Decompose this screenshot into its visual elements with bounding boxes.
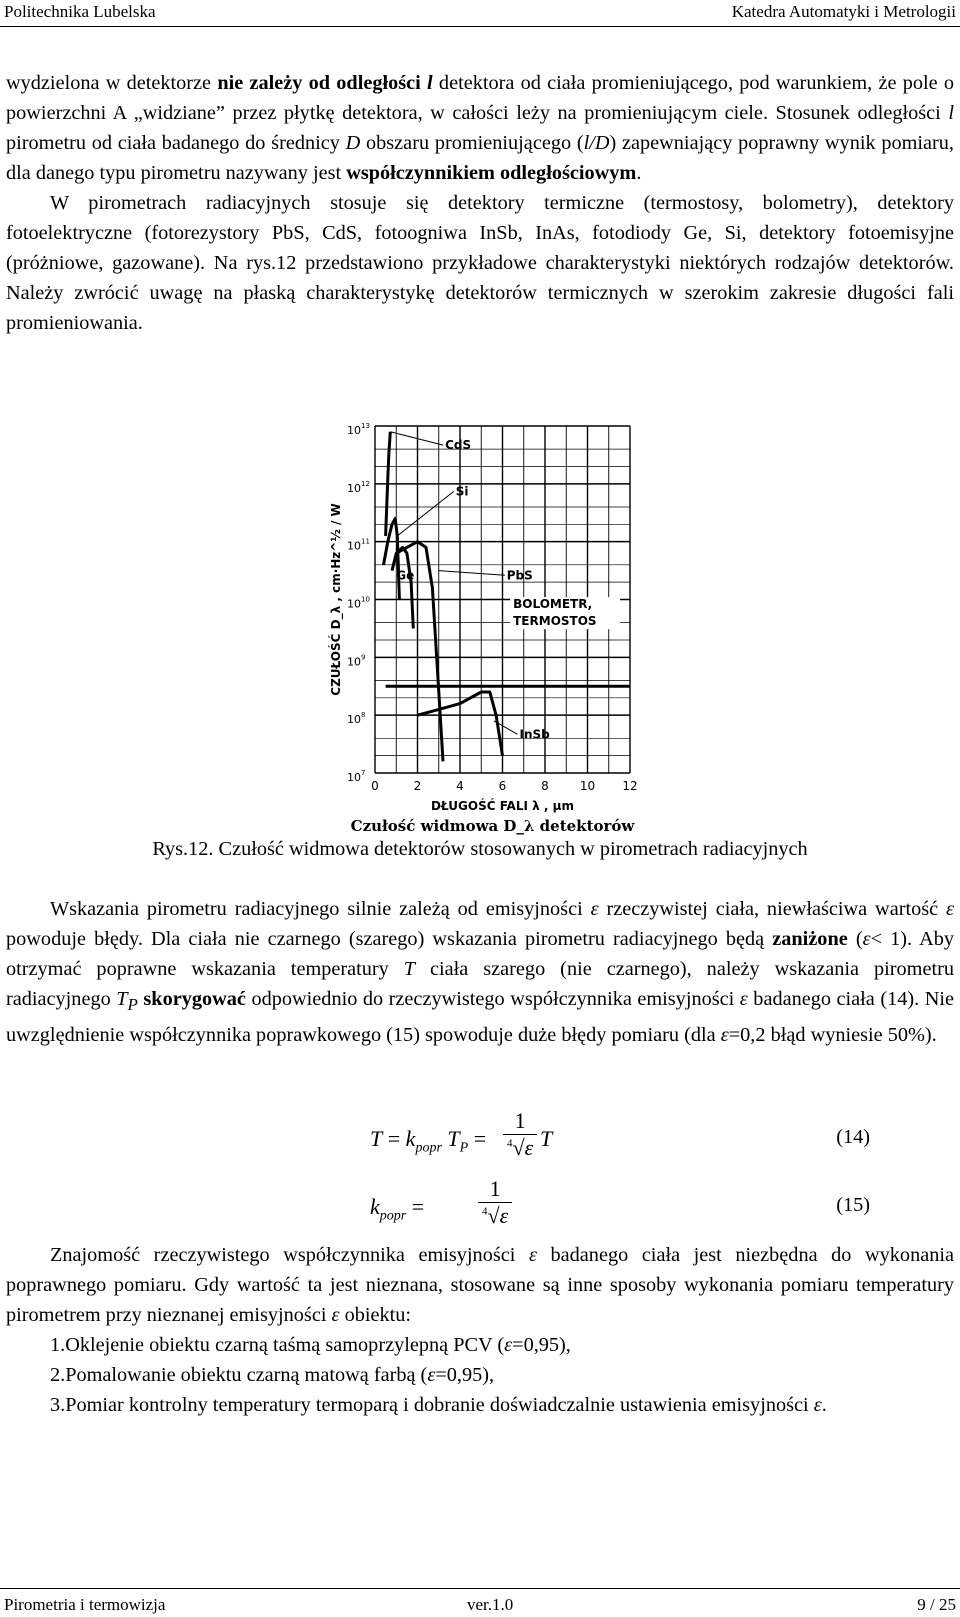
body-text-top (6, 68, 954, 338)
y-tick-exponent: 10 (361, 595, 370, 604)
equation-14-number: (14) (836, 1126, 870, 1148)
x-tick-label: 4 (456, 779, 464, 793)
detector-sensitivity-chart (320, 408, 660, 836)
series-label: Ge (396, 568, 415, 583)
paragraph-1: wydzielona w detektorze nie zależy od odległości l detektora od ciała promieniującego, pod warunkiem, że pole o powierzchni A „widziane” przez płytkę detektora, w całości leży na promieniującym ciele. Stosunek odległości l pirometru od ciała badanego do średnicy D obszaru promieniującego (l/D) zapewniający poprawny wynik pomiaru, dla danego typu pirometru nazywany jest współczynnikiem odległościowym. (6, 72, 955, 184)
y-tick-label: 10 (347, 771, 361, 784)
leader-line (397, 491, 453, 535)
header-institution: Politechnika Lubelska (4, 2, 156, 21)
y-tick-exponent: 8 (361, 711, 366, 720)
series-label: InSb (519, 727, 550, 742)
y-tick-label: 10 (347, 481, 361, 495)
y-tick-label: 10 (347, 597, 361, 611)
chart-labels (328, 432, 638, 835)
series-label: TERMOSTOS (513, 614, 597, 629)
y-tick-exponent: 9 (361, 653, 366, 662)
x-tick-label: 0 (371, 779, 379, 793)
x-tick-label: 6 (498, 779, 507, 793)
footer-version: ver.1.0 (467, 1595, 514, 1614)
series-label: PbS (506, 568, 533, 583)
footer-title: Pirometria i termowizja (4, 1595, 166, 1614)
y-axis-label: CZUŁOŚĆ D_λ , cm·Hz^½ / W (329, 503, 343, 696)
x-tick-label: 12 (622, 779, 638, 793)
leader-line (390, 432, 443, 445)
paragraph-4: Znajomość rzeczywistego współczynnika emisyjności ε badanego ciała jest niezbędna do wykonania poprawnego pomiaru. Gdy wartość ta jest nieznana, stosowane są inne sposoby wykonania pomiaru temperatury pirometrem przy nieznanej emisyjności ε obiektu: (6, 1244, 954, 1326)
series-label: Si (455, 484, 469, 499)
y-tick-label: 10 (347, 539, 361, 553)
paragraph-2: W pirometrach radiacyjnych stosuje się detektory termiczne (termostosy, bolometry), detektory fotoelektryczne (fotorezystory PbS, CdS, fotoogniwa InSb, InAs, fotodiody Ge, Si, detektory fotoemisyjne (próżniowe, gazowane). Na rys.12 przedstawiono przykładowe charakterystyki niektórych rodzajów detektorów. Należy zwrócić uwagę na płaską charakterystykę detektorów termicznych w szerokim zakresie długości fali promieniowania. (6, 192, 954, 334)
y-tick-label: 10 (347, 713, 361, 727)
list-item: 3.Pomiar kontrolny temperatury termoparą i dobranie doświadczalnie ustawienia emisyjności ε. (50, 1394, 827, 1416)
chart-series (384, 432, 631, 762)
chart-title: Czułość widmowa D_λ detektorów (350, 817, 635, 835)
x-tick-label: 10 (579, 779, 596, 793)
equation-15-number: (15) (836, 1194, 870, 1216)
y-tick-exponent: 11 (361, 537, 370, 546)
page-header (0, 0, 960, 27)
y-tick-exponent: 13 (361, 422, 370, 430)
page-footer (0, 1588, 960, 1615)
x-tick-label: 2 (413, 779, 422, 793)
series-label: CdS (445, 438, 472, 453)
x-axis-label: DŁUGOŚĆ FALI λ , μm (431, 799, 574, 813)
body-text-middle (6, 894, 954, 1050)
y-tick-label: 10 (347, 424, 361, 437)
figure-caption: Rys.12. Czułość widmowa detektorów stosowanych w pirometrach radiacyjnych (152, 838, 808, 860)
series-line-ge (392, 547, 413, 628)
footer-page-number: 9 / 25 (917, 1595, 956, 1614)
y-tick-label: 10 (347, 655, 361, 669)
paragraph-3: Wskazania pirometru radiacyjnego silnie zależą od emisyjności ε rzeczywistej ciała, niewłaściwa wartość ε powoduje błędy. Dla ciała nie czarnego (szarego) wskazania pirometru radiacyjnego będą zaniżone (ε< 1). Aby otrzymać poprawne wskazania temperatury T ciała szarego (nie czarnego), należy wskazania pirometru radiacyjnego $T_P$ skorygować odpowiednio do rzeczywistego współczynnika emisyjności ε badanego ciała (14). Nie uwzględnienie współczynnika poprawkowego (15) spowoduje duże błędy pomiaru (dla ε=0,2 błąd wyniesie 50%). (6, 898, 954, 1047)
y-tick-exponent: 7 (361, 769, 366, 777)
x-tick-label: 8 (541, 779, 549, 793)
leader-line (439, 571, 505, 576)
y-tick-exponent: 12 (361, 479, 370, 488)
series-label: BOLOMETR, (513, 597, 593, 612)
body-text-bottom (6, 1240, 954, 1420)
list-item: 1.Oklejenie obiektu czarną taśmą samoprzylepną PCV (ε=0,95), (50, 1334, 571, 1356)
list-item: 2.Pomalowanie obiektu czarną matową farbą (ε=0,95), (50, 1364, 495, 1386)
header-department: Katedra Automatyki i Metrologii (731, 2, 956, 21)
